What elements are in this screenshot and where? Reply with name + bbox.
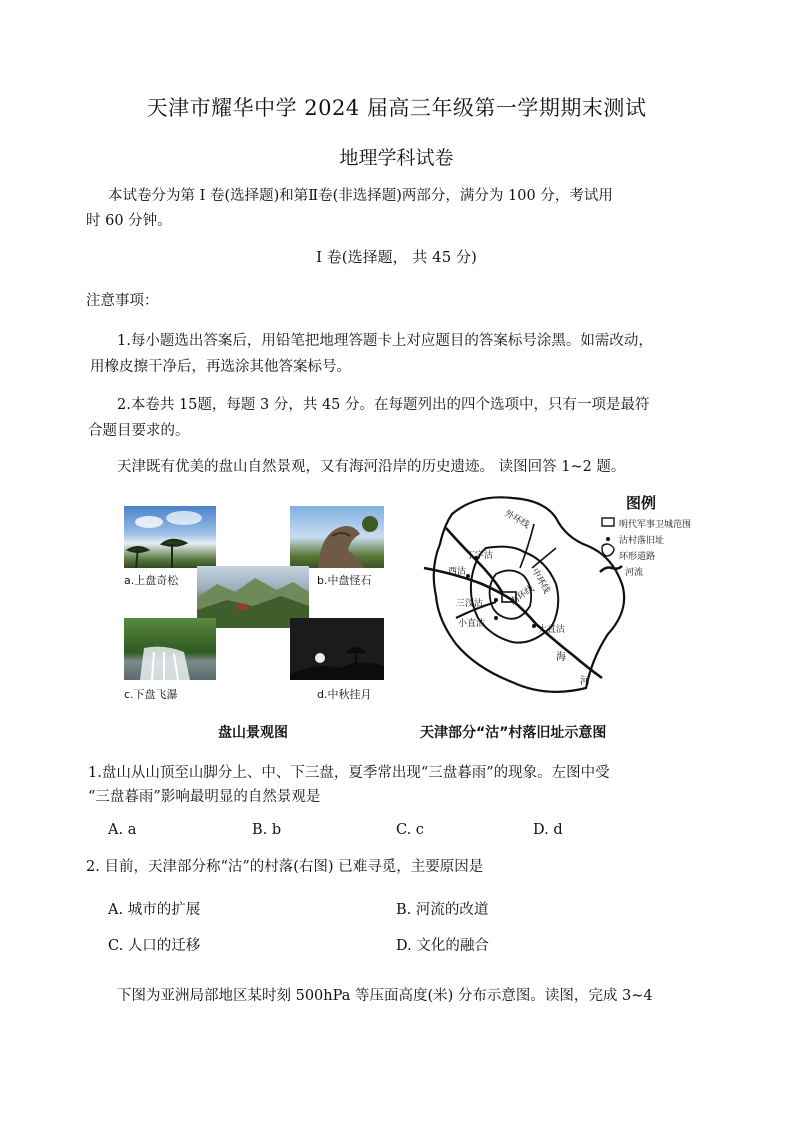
q1-option-a: A. a <box>108 822 137 838</box>
q2-stem: 2. 目前，天津部分称“沽”的村落(右图) 已难寻觅，主要原因是 <box>86 859 484 875</box>
label-outer-ring: 外环线 <box>502 508 531 531</box>
label-dingzigu: 丁字沽 <box>466 551 494 561</box>
legend-item-1: 明代军事卫城范围 <box>619 520 692 530</box>
q1-option-d: D. d <box>533 822 563 838</box>
q2-option-b: B. 河流的改道 <box>396 902 489 918</box>
section-heading: I 卷(选择题， 共 45 分) <box>316 248 477 266</box>
photo-b-label: b.中盘怪石 <box>317 574 372 587</box>
photo-c-label: c.下盘飞瀑 <box>124 688 178 701</box>
label-sanchakou: 三汊沽 <box>456 599 484 609</box>
legend-item-4: 河流 <box>625 568 644 578</box>
panshan-collage <box>113 496 395 706</box>
note-1-line-2: 用橡皮擦干净后，再选涂其他答案标号。 <box>90 359 351 375</box>
photo-a <box>124 506 216 568</box>
label-inner-ring: 内环线 <box>508 583 537 608</box>
photo-b <box>290 506 384 568</box>
legend-item-3: 环形道路 <box>619 552 656 562</box>
note-1-line-1: 1.每小题选出答案后，用铅笔把地理答题卡上对应题目的答案标号涂黑。如需改动， <box>117 333 653 349</box>
intro-line-1: 本试卷分为第 I 卷(选择题)和第Ⅱ卷(非选择题)两部分，满分为 100 分，考试用 <box>108 188 613 204</box>
q1-line-2: “三盘暮雨”影响最明显的自然景观是 <box>88 789 321 805</box>
legend-item-2: 沽村落旧址 <box>619 536 665 546</box>
label-dazhigu: 大直沽 <box>538 625 566 635</box>
photo-a-label: a.上盘奇松 <box>124 574 179 587</box>
intro-line-2: 时 60 分钟。 <box>86 213 172 229</box>
q2-option-d: D. 文化的融合 <box>396 938 489 954</box>
notes-heading: 注意事项： <box>86 293 159 309</box>
q1-line-1: 1.盘山从山顶至山脚分上、中、下三盘，夏季常出现“三盘暮雨”的现象。左图中受 <box>88 765 610 781</box>
exam-title: 天津市耀华中学 2024 届高三年级第一学期期末测试 <box>146 96 647 120</box>
q3-lead: 下图为亚洲局部地区某时刻 500hPa 等压面高度(米) 分布示意图。读图，完成 3~4 <box>117 988 653 1004</box>
note-2-line-1: 2.本卷共 15题，每题 3 分，共 45 分。在每题列出的四个选项中，只有一项是最符 <box>117 397 650 413</box>
tianjin-map <box>416 488 706 710</box>
q1-option-b: B. b <box>252 822 282 838</box>
label-haihe-2: 河 <box>580 676 590 687</box>
legend-title: 图例 <box>626 494 657 512</box>
right-figure-caption: 天津部分“沽”村落旧址示意图 <box>420 725 607 741</box>
label-haihe-1: 海 <box>556 652 566 663</box>
label-middle-ring: 中环线 <box>529 567 552 596</box>
photo-c <box>124 618 216 680</box>
exam-subtitle: 地理学科试卷 <box>339 147 454 169</box>
left-figure-caption: 盘山景观图 <box>218 725 288 741</box>
photo-d-label: d.中秋挂月 <box>317 688 372 701</box>
note-2-line-2: 合题目要求的。 <box>88 423 190 439</box>
photo-d <box>290 618 384 680</box>
label-xiaozhigu: 小直沽 <box>458 619 486 629</box>
lead-text: 天津既有优美的盘山自然景观，又有海河沿岸的历史遗迹。 读图回答 1~2 题。 <box>117 459 626 475</box>
q1-option-c: C. c <box>396 822 424 838</box>
q2-option-c: C. 人口的迁移 <box>108 938 201 954</box>
q2-option-a: A. 城市的扩展 <box>108 902 201 918</box>
label-xigu: 西沽 <box>448 567 467 577</box>
